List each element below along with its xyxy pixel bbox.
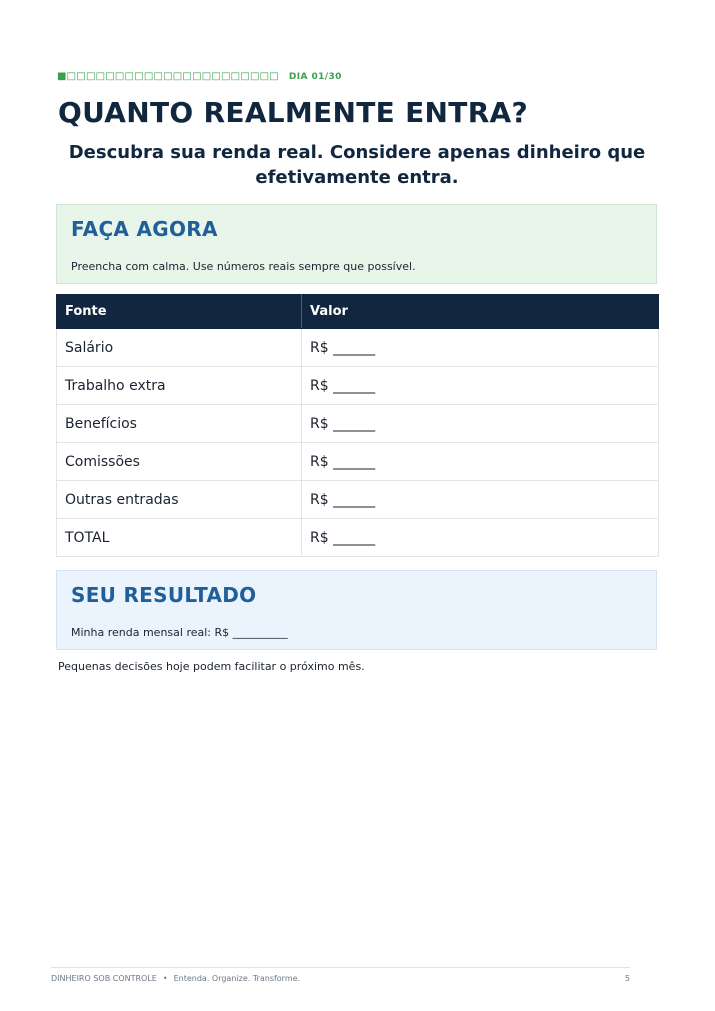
progress-tracker: [57, 71, 342, 83]
action-box: [56, 204, 657, 284]
source-cell: Benefícios: [57, 405, 302, 443]
table-row: [57, 329, 659, 367]
value-cell: R$ ______: [302, 367, 659, 405]
page-subtitle: Descubra sua renda real. Considere apenas dinheiro que efetivamente entra.: [68, 142, 646, 188]
footer-brand-line: [51, 974, 300, 984]
value-cell: R$ ______: [302, 405, 659, 443]
table-row: [57, 367, 659, 405]
value-cell: R$ ______: [302, 481, 659, 519]
table-row: [57, 405, 659, 443]
closing-note: Pequenas decisões hoje podem facilitar o próximo mês.: [58, 660, 365, 673]
day-label: DIA 01/30: [288, 72, 342, 82]
table-row: [57, 481, 659, 519]
value-cell: R$ ______: [302, 519, 659, 557]
footer-tagline: Entenda. Organize. Transforme.: [173, 974, 301, 983]
result-text: Minha renda mensal real: R$ __________: [71, 626, 288, 639]
result-box: [56, 570, 657, 650]
value-cell: R$ ______: [302, 443, 659, 481]
action-text: Preencha com calma. Use números reais sempre que possível.: [71, 260, 416, 273]
income-table: [56, 294, 659, 557]
table-row-total: [57, 519, 659, 557]
page-number: 5: [624, 974, 630, 983]
page-title: QUANTO REALMENTE ENTRA?: [58, 96, 529, 129]
footer-brand: DINHEIRO SOB CONTROLE: [51, 974, 157, 983]
source-cell: Salário: [57, 329, 302, 367]
result-heading: SEU RESULTADO: [71, 583, 257, 607]
source-cell: TOTAL: [57, 519, 302, 557]
progress-boxes: ■□□□□□□□□□□□□□□□□□□□□□□: [57, 71, 279, 82]
column-header-fonte: Fonte: [57, 295, 302, 329]
table-row: [57, 443, 659, 481]
source-cell: Trabalho extra: [57, 367, 302, 405]
source-cell: Outras entradas: [57, 481, 302, 519]
footer-separator: •: [162, 974, 168, 983]
table-header-row: [57, 295, 659, 329]
action-heading: FAÇA AGORA: [71, 217, 218, 241]
column-header-valor: Valor: [302, 295, 659, 329]
footer-divider: [51, 967, 630, 968]
source-cell: Comissões: [57, 443, 302, 481]
value-cell: R$ ______: [302, 329, 659, 367]
